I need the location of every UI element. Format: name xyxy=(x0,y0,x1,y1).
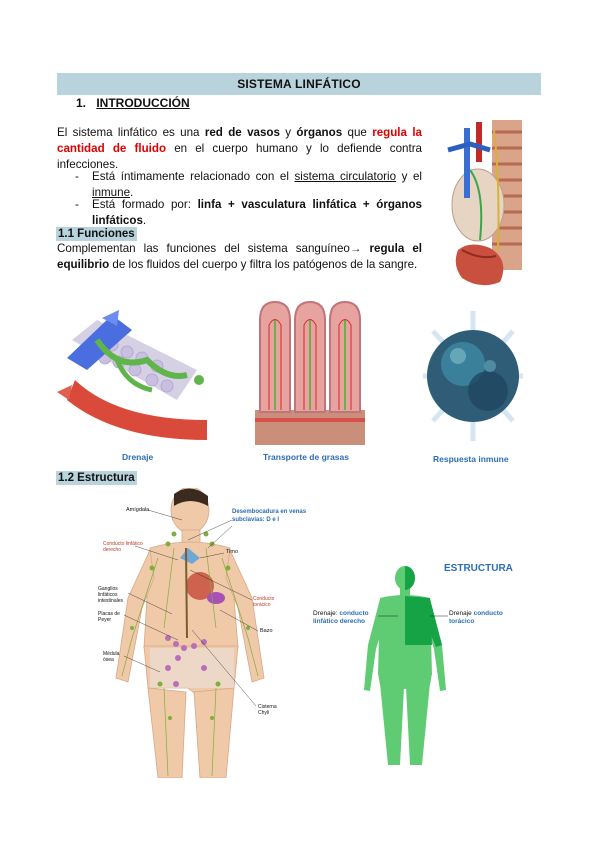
label-cisterna: Cisterna Chyli xyxy=(258,704,277,716)
intro-text-4: en el cuerpo humano y lo defiende contra infecciones. xyxy=(57,142,422,171)
bullet-2-text-a: Está formado por: xyxy=(92,198,198,211)
funciones-text-3: de los fluidos del cuerpo y filtra los patógenos de la sangre. xyxy=(109,258,418,271)
silhouette-title: ESTRUCTURA xyxy=(444,563,513,574)
label-medula: Médula ósea xyxy=(103,651,120,663)
bullet-1-text-c: y el xyxy=(396,170,422,183)
bullet-dash: - xyxy=(75,198,79,211)
bullet-1-text-e: . xyxy=(130,186,134,199)
bullet-1-text-a: Está íntimamente relacionado con el xyxy=(92,170,295,183)
intro-text-3: que xyxy=(342,126,373,139)
estructura-heading-text: 1.2 Estructura xyxy=(58,472,135,484)
silhouette-right-text: Drenaje xyxy=(449,610,474,617)
label-desembocadura: Desembocadura en venas subclavias: D e I xyxy=(232,509,307,523)
funciones-text-1: Complementan las funciones del sistema sanguíneo→ xyxy=(57,242,370,255)
bullet-1-underline-circulatorio: sistema circulatorio xyxy=(294,170,397,183)
bullet-dash: - xyxy=(75,170,79,183)
label-amigdala: Amígdala xyxy=(126,507,150,513)
bullet-2-bold-components: linfa + vasculatura linfática + órganos linfáticos xyxy=(92,198,422,227)
funciones-bold-equilibrio: regula el equilibrio xyxy=(57,242,423,271)
silhouette-right-blue: conducto torácico xyxy=(449,610,503,625)
intro-bold-red-de-vasos: red de vasos xyxy=(204,126,280,139)
title-text: SISTEMA LINFÁTICO xyxy=(237,77,361,91)
silhouette-left-text: Drenaje: xyxy=(313,610,340,617)
silhouette-left-blue: conducto linfático derecho xyxy=(313,610,369,625)
bullet-1-underline-inmune: inmune xyxy=(92,186,131,199)
intro-text-1: El sistema linfático es una xyxy=(57,126,205,139)
intro-red-regula: regula la cantidad de fluido xyxy=(57,126,422,155)
label-timo: Timo xyxy=(226,549,239,555)
section-label: INTRODUCCIÓN xyxy=(96,96,190,110)
label-ganglios: Ganglios linfáticos intestinales xyxy=(98,586,124,604)
label-conducto-toracico: Conducto torácico xyxy=(253,596,275,608)
intro-text-2: y xyxy=(279,126,297,139)
funciones-heading-text: 1.1 Funciones xyxy=(58,228,135,240)
section-number: 1. xyxy=(76,96,87,110)
respuesta-caption: Respuesta inmune xyxy=(433,454,509,464)
transporte-caption: Transporte de grasas xyxy=(263,452,349,462)
label-placas: Placas de Peyer xyxy=(98,611,120,623)
drenaje-caption: Drenaje xyxy=(122,452,154,462)
label-bazo: Bazo xyxy=(260,628,273,634)
intro-bold-organos: órganos xyxy=(296,126,343,139)
label-conducto-derecho: Conducto linfático derecho xyxy=(103,541,143,553)
bullet-2-text-c: . xyxy=(142,214,147,227)
